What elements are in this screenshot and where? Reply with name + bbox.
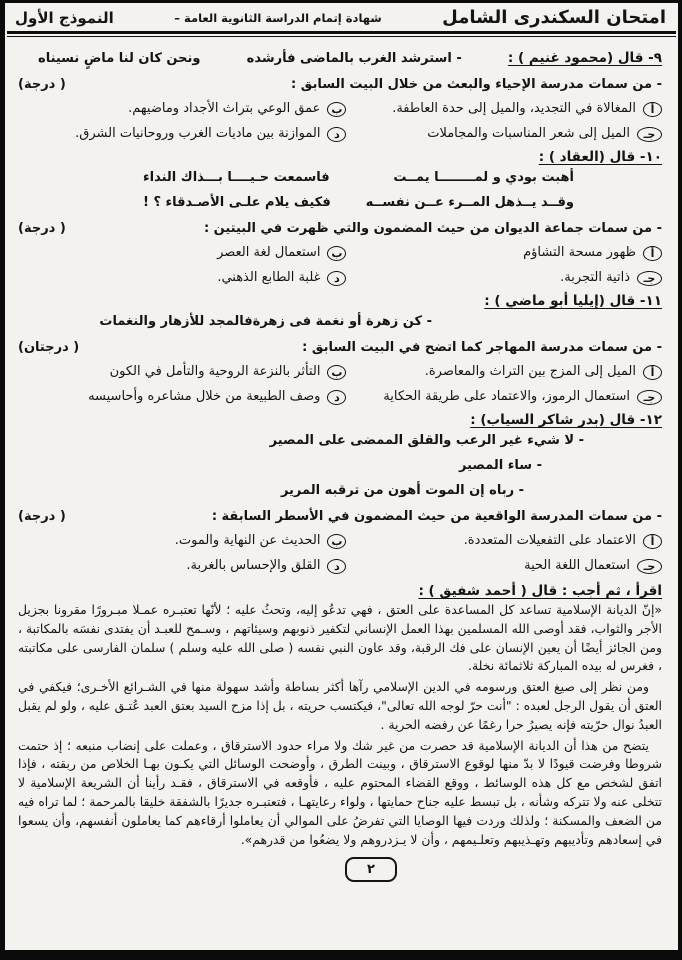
exam-model-label: النموذج الأول (15, 8, 114, 27)
reading-paragraph: يتضح من هذا أن الديانة الإسلامية قد حصرت من غير شك ولا مراء حدود الاسترقاق ، وعملت على إنضاب منبعه ؛ إذ حتمت شروطا وفرضت قيودًا لا بدّ منها لوقوع الاسترقاق ، وبينت الطرق ، وأوضحت الوسائل التي يكـون بهـا الخلاص من ربقته ، فإذا اتفق لشخص مع كل هذه الوسائط ، ووقع القضاء المحتوم عليه ، فأوقعه في الاسترقاق ، فقـد رأينا أن الشريعة الإسلامية لا تتخلى عنه ولا تتركه وشأنه ، بل تبسط عليه جناح حمايتها ، ولواء رعايتهـا ، فتعتبـره جديرًا بالشفقة خليقا بالمرحمة ؛ لما تراه فيه من الضعف والمسكنة ؛ ولذلك وردت فيها الوصايا التي تفرضُ على الموالي أن يعاملوا أرقاءهم كما يعاملون أنفسهم، وأن يسعوا في إسعادهم وتأديبهم وتهـذيبهم وتعلـيمهم ، وأن لا يـزدروهم ولا يضعُوا من قدرهم». (18, 737, 662, 847)
option-letter-badge: أ (643, 365, 662, 380)
verse-left: فالمجد للأزهار والنغمات (99, 314, 253, 329)
option-a (346, 530, 662, 552)
option-text: الميل إلى المزج بين التراث والمعاصرة. (424, 364, 636, 379)
question-stem-row (18, 218, 662, 239)
verse-row (18, 165, 662, 190)
reading-section (18, 583, 662, 849)
verse-right: أهبت بودي و لمــــــــا يمــت (393, 170, 574, 185)
option-a (346, 98, 662, 120)
question-stem: - من سمات المدرسة الواقعية من حيث المضمون في الأسطر السابقة : (211, 509, 662, 524)
mark-label: ( درجة) (18, 221, 66, 236)
option-text: عمق الوعي بتراث الأجداد وماضيهم. (128, 101, 321, 116)
option-letter-badge: ب (327, 534, 346, 549)
option-letter-badge: أ (643, 102, 662, 117)
option-a (346, 361, 662, 383)
option-a (346, 242, 662, 264)
option-c (346, 386, 662, 408)
option-d (18, 267, 346, 289)
question-12 (18, 412, 662, 577)
option-text: التأثر بالنزعة الروحية والتأمل في الكون (109, 364, 321, 379)
mark-label: ( درجة) (18, 509, 66, 524)
question-stem-row (18, 337, 662, 358)
option-letter-badge: جـ (637, 559, 662, 574)
option-text: الميل إلى شعر المناسبات والمجاملات (427, 126, 630, 141)
option-letter-badge: د (327, 390, 346, 405)
option-text: الاعتماد على التفعيلات المتعددة. (463, 533, 636, 548)
option-letter-badge: جـ (637, 390, 662, 405)
option-text: ظهور مسحة التشاؤم (523, 245, 636, 260)
free-verse-line: - ساء المصير (458, 458, 542, 473)
verse-right: وقــد يــذهل المــرء عــن نفســه (365, 195, 574, 210)
option-c (346, 267, 662, 289)
free-verse-line: - رباه إن الموت أهون من ترقبه المرير (280, 483, 524, 498)
option-d (18, 386, 346, 408)
option-letter-badge: د (327, 559, 346, 574)
option-b (18, 98, 346, 120)
mark-label: ( درجتان) (18, 340, 80, 355)
option-letter-badge: د (327, 127, 346, 142)
question-stem-row (18, 506, 662, 527)
verse-left: ونحن كان لنا ماضٍ نسيناه (38, 51, 201, 66)
question-title: ١٢- قال (بدر شاكر السياب) : (470, 412, 662, 428)
exam-title: امتحان السكندرى الشامل (442, 7, 666, 28)
question-9-header (18, 46, 662, 71)
question-title: ١١- قال (إيليا أبو ماضي ) : (484, 293, 662, 309)
question-10 (18, 149, 662, 289)
option-letter-badge: جـ (637, 127, 662, 142)
option-text: استعمال اللغة الحية (524, 558, 630, 573)
mark-label: ( درجة) (18, 77, 66, 92)
exam-body (5, 37, 678, 882)
option-text: القلق والإحساس بالغربة. (186, 558, 321, 573)
options-grid (18, 530, 662, 577)
option-text: الحديث عن النهاية والموت. (174, 533, 321, 548)
option-text: المغالاة في التجديد، والميل إلى حدة العاطفة. (392, 101, 636, 116)
option-letter-badge: ب (327, 102, 346, 117)
option-d (18, 555, 346, 577)
option-b (18, 361, 346, 383)
verse-right: - استرشد الغرب بالماضى فأرشده (246, 51, 462, 66)
exam-subtitle: شهادة إتمام الدراسة الثانوية العامة – (174, 10, 382, 25)
option-text: ذاتية التجربة. (560, 270, 630, 285)
question-stem: - من سمات مدرسة الإحياء والبعث من خلال البيت السابق : (291, 77, 662, 92)
option-text: استعمال الرموز، والاعتماد على طريقة الحكاية (383, 389, 630, 404)
option-letter-badge: أ (643, 246, 662, 261)
option-letter-badge: جـ (637, 271, 662, 286)
question-title: ٩- قال (محمود غنيم ) : (507, 50, 662, 66)
option-text: الموازنة بين ماديات الغرب وروحانيات الشرق. (75, 126, 321, 141)
page-header (5, 3, 678, 30)
question-11 (18, 293, 662, 408)
options-grid (18, 242, 662, 289)
option-letter-badge: أ (643, 534, 662, 549)
option-letter-badge: ب (327, 246, 346, 261)
question-stem: - من سمات مدرسة المهاجر كما اتضح في البيت السابق : (302, 340, 662, 355)
reading-paragraph: ومن نظر إلى صيغ العتق ورسومه في الدين الإسلامي رآها أكثر بساطة وأشد سهولة منها في الشـرائع الأخـرى؛ فيكفي في العتق أن يقول الرجل لعبده : "أنت حرّ لوجه الله تعالى"، فيكتسب حريته ، بل إذا مزح السيد بعتق العبد عُتـق عليه ، ولو لم يقبل العبدُ نوال حرّيته فإنه يصيرُ حرا رغمًا عن رفضه الحرية . (18, 679, 662, 732)
free-verse-line: - لا شيء غير الرعب والقلق الممضى على المصير (269, 433, 584, 448)
options-grid (18, 361, 662, 408)
question-stem-row (18, 74, 662, 95)
verse-right: - كن زهرة أو نغمة فى زهرة (252, 314, 432, 329)
verse-left: فكيف يلام علـى الأصـدقاء ؟ ! (143, 195, 331, 210)
question-9 (18, 46, 662, 145)
page-number: ٢ (345, 857, 397, 882)
verse-left: فاسمعت حـيــــا بـــذاك النداء (143, 170, 330, 185)
option-text: غلبة الطابع الذهني. (217, 270, 321, 285)
option-c (346, 555, 662, 577)
verse-row (18, 309, 662, 334)
option-text: استعمال لغة العصر (217, 245, 321, 260)
reading-title: اقرأ ، ثم أجب : قال ( أحمد شفيق ) : (418, 583, 662, 599)
option-b (18, 530, 346, 552)
header-rule-thick (7, 31, 676, 34)
question-stem: - من سمات جماعة الديوان من حيث المضمون والتي ظهرت في البيتين : (203, 221, 662, 236)
option-text: وصف الطبيعة من خلال مشاعره وأحاسيسه (88, 389, 321, 404)
question-title: ١٠- قال (العقاد ) : (538, 149, 662, 165)
option-letter-badge: د (327, 271, 346, 286)
option-d (18, 123, 346, 145)
options-grid (18, 98, 662, 145)
reading-paragraph: «إنّ الديانة الإسلامية تساعد كل المساعدة على العتق ، فهي تدعُو إليه، وتحثُ عليه ؛ لأنّها تعتبـره عمـلا مبـرورًا مقرونا بجزيل الأجر والثواب، فقد أوصى الله المسلمين بهذا العمل الإنساني لتكفير ذنوبهم وسيئاتهم ، وسـمح للعبـد أن يفتدى نفسَه بالمكاتبة ، ومن الجائز أيضًا أن يعين الإنسان على فك الرقبة، وقد عاون النبي نفسه ( صلى الله عليه وسلم ) سلمان الفارسى على مكاتبته ، فغرس له بيده المباركة ثلاثمائة نخلة. (18, 602, 662, 674)
option-c (346, 123, 662, 145)
option-b (18, 242, 346, 264)
verse-row (18, 190, 662, 215)
option-letter-badge: ب (327, 365, 346, 380)
